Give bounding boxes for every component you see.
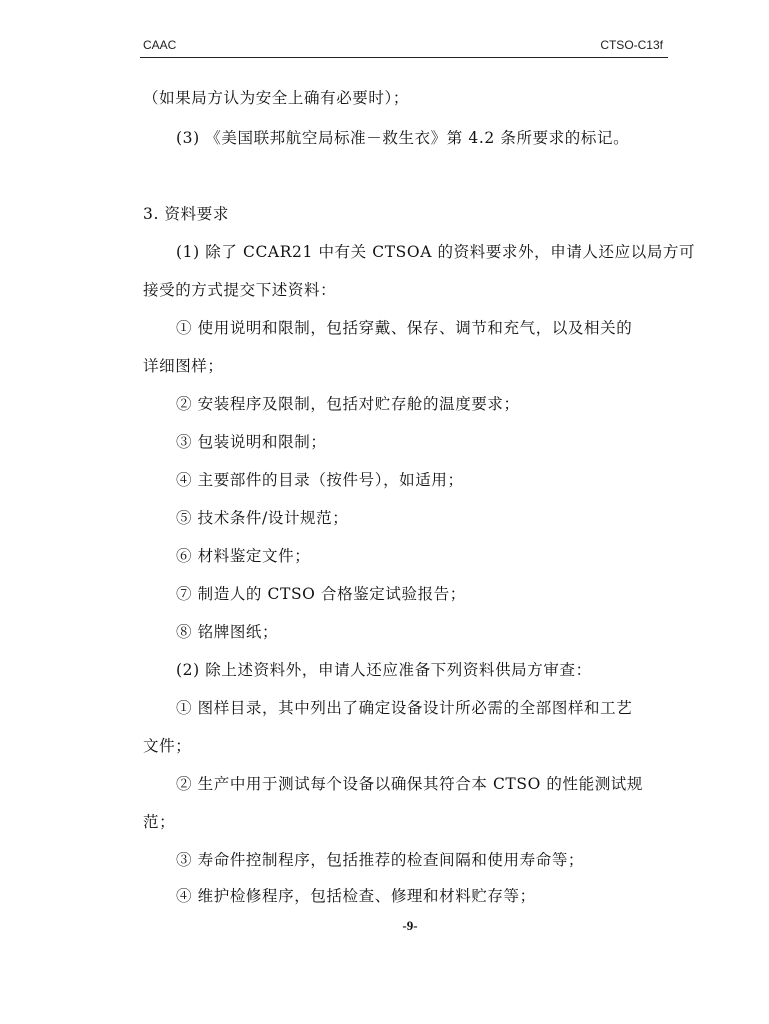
text-line: 范；: [143, 813, 176, 831]
list-item: ① 图样目录，其中列出了确定设备设计所必需的全部图样和工艺: [176, 699, 633, 717]
list-item: ③ 寿命件控制程序，包括推荐的检查间隔和使用寿命等；: [176, 851, 585, 869]
list-item: ⑤ 技术条件/设计规范；: [176, 509, 349, 527]
text-line: (2) 除上述资料外，申请人还应准备下列资料供局方审查：: [176, 661, 592, 679]
list-item: ⑦ 制造人的 CTSO 合格鉴定试验报告；: [176, 585, 466, 603]
list-item: ② 安装程序及限制，包括对贮存舱的温度要求；: [176, 395, 520, 413]
list-item: ④ 主要部件的目录（按件号），如适用；: [176, 471, 464, 489]
text-line: (1) 除了 CCAR21 中有关 CTSOA 的资料要求外，申请人还应以局方可: [176, 243, 696, 261]
text-line: 接受的方式提交下述资料：: [143, 281, 337, 299]
header-doc-id: CTSO-C13f: [600, 38, 663, 52]
list-item: ④ 维护检修程序，包括检查、修理和材料贮存等；: [176, 887, 536, 905]
header-rule: [140, 57, 668, 58]
list-item: ① 使用说明和限制，包括穿戴、保存、调节和充气，以及相关的: [176, 319, 633, 337]
list-item: ② 生产中用于测试每个设备以确保其符合本 CTSO 的性能测试规: [176, 775, 644, 793]
text-line: 文件；: [143, 737, 192, 755]
text-line: （如果局方认为安全上确有必要时）；: [143, 89, 409, 107]
list-item: ⑧ 铭牌图纸；: [176, 623, 279, 641]
text-line: 详细图样；: [143, 357, 224, 375]
header-org: CAAC: [143, 38, 177, 52]
list-item: ③ 包装说明和限制；: [176, 433, 327, 451]
section-heading: 3. 资料要求: [143, 205, 229, 223]
list-item: ⑥ 材料鉴定文件；: [176, 547, 311, 565]
text-line: (3) 《美国联邦航空局标准－救生衣》第 4.2 条所要求的标记。: [176, 129, 630, 147]
page-number: -9-: [402, 918, 418, 933]
